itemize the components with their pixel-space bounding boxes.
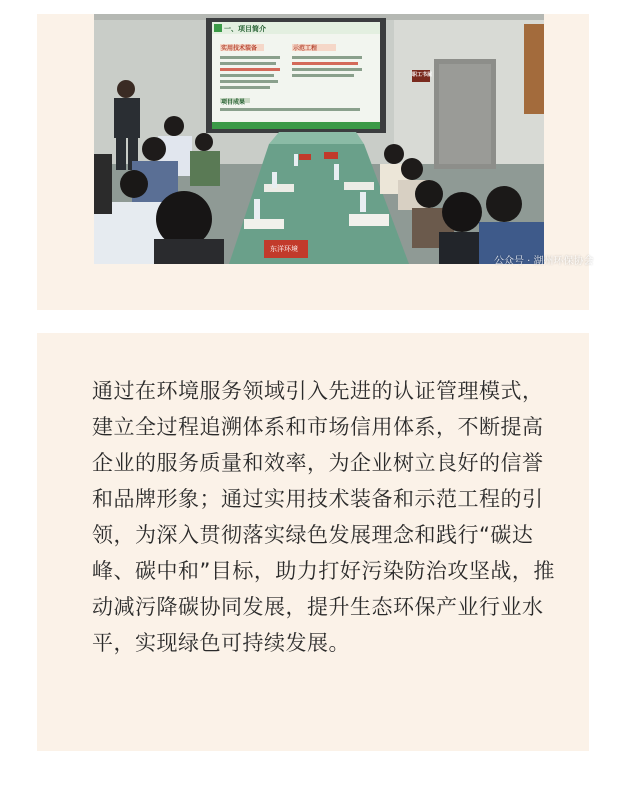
watermark: 公众号 · 湖州环保协会 — [494, 256, 594, 267]
screen-left-heading: 实用技术装备 — [221, 45, 258, 52]
article-paragraph: 通过在环境服务领域引入先进的认证管理模式，建立全过程追溯体系和市场信用体系，不断提高企业的服务质量和效率，为企业树立良好的信誉和品牌形象；通过实用技术装备和示范工程的引领，为深入贯彻落实绿色发展理念和践行“碳达峰、碳中和”目标，助力打好污染防治攻坚战，推动减污降碳协同发展，提升生态环保产业行业水平，实现绿色可持续发展。 — [92, 379, 555, 655]
nameplate: 东洋环境 — [270, 245, 298, 253]
meeting-photo — [94, 14, 594, 267]
screen-sub-heading: 项目成果 — [221, 99, 246, 106]
screen-right-heading: 示范工程 — [293, 45, 318, 52]
door-sign: 职工书屋 — [412, 72, 433, 78]
meeting-scene — [94, 14, 544, 264]
screen-title: 一、项目简介 — [224, 25, 266, 33]
